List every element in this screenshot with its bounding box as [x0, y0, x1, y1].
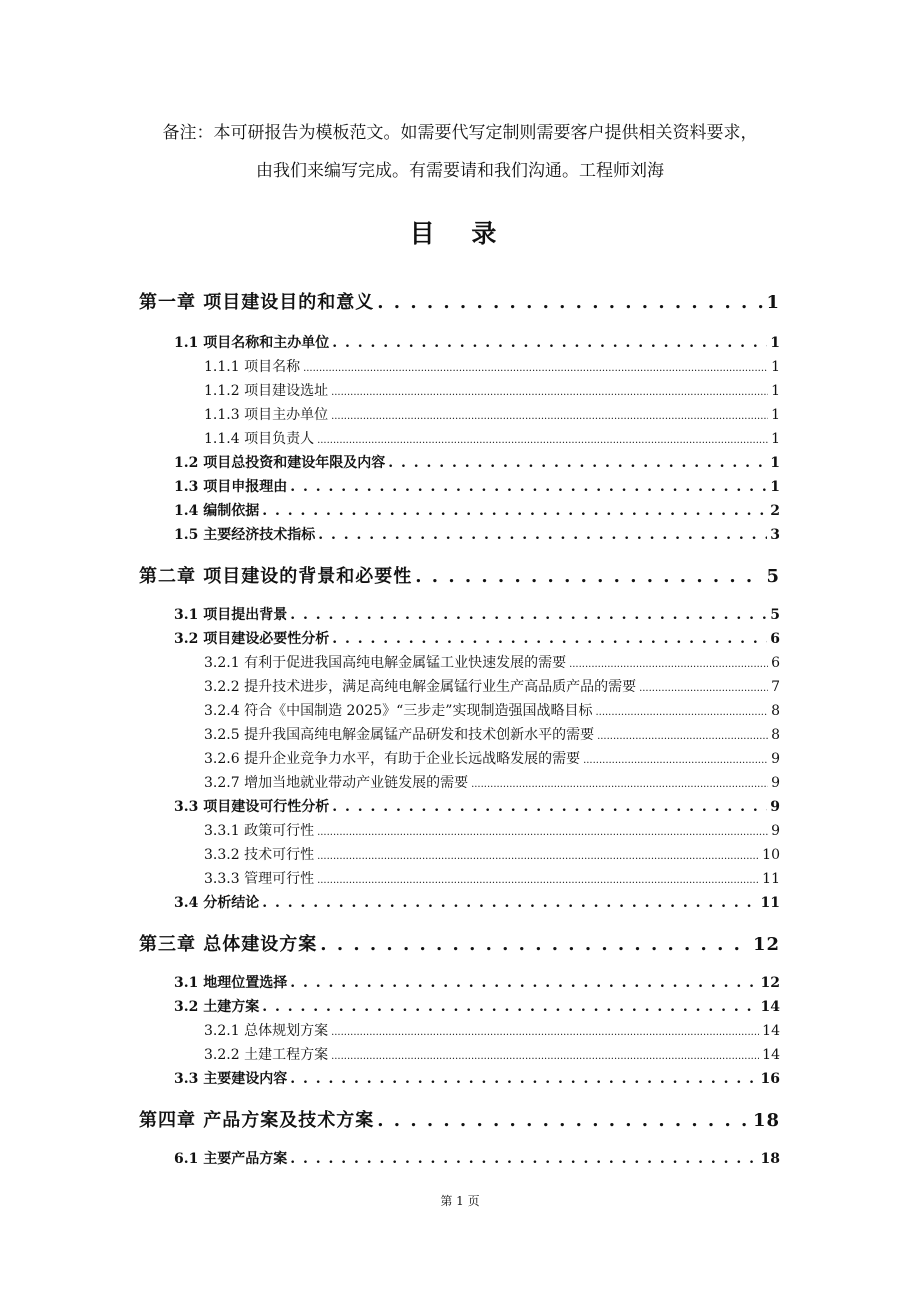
toc-leader-dots: [262, 895, 757, 911]
toc-entry-label: 3.2.1 有利于促进我国高纯电解金属锰工业快速发展的需要: [204, 655, 567, 671]
toc-entry-page: 1: [771, 431, 780, 447]
toc-entry-label: 3.2.6 提升企业竞争力水平，有助于企业长远战略发展的需要: [204, 751, 581, 767]
toc-entry-page: 1: [771, 359, 780, 375]
toc-leader-dots: [415, 566, 763, 587]
toc-entry-label: 1.1.2 项目建设选址: [204, 383, 329, 399]
toc-entry-level-3[interactable]: [204, 356, 780, 376]
toc-entry-page: 16: [760, 1071, 780, 1087]
toc-leader-dots: [262, 503, 767, 519]
toc-entry-level-3[interactable]: [204, 844, 780, 864]
toc-entry-label: 1.3 项目申报理由: [174, 479, 288, 495]
note-line-1: 备注：本可研报告为模板范文。如需要代写定制则需要客户提供相关资料要求，: [162, 123, 758, 143]
toc-leader-dots: [377, 292, 763, 313]
toc-leader-dots: [583, 751, 768, 767]
toc-entry-level-2[interactable]: [174, 524, 780, 544]
toc-entry-page: 8: [771, 727, 780, 743]
toc-entry-label: 第四章 产品方案及技术方案: [139, 1110, 375, 1131]
toc-entry-level-3[interactable]: [204, 820, 780, 840]
toc-leader-dots: [320, 934, 750, 955]
toc-leader-dots: [290, 479, 767, 495]
toc-leader-dots: [317, 847, 759, 863]
toc-entry-page: 3: [770, 527, 780, 543]
toc-entry-label: 1.2 项目总投资和建设年限及内容: [174, 455, 386, 471]
toc-leader-dots: [595, 703, 768, 719]
toc-leader-dots: [303, 359, 768, 375]
toc-leader-dots: [332, 631, 767, 647]
toc-entry-label: 3.3.2 技术可行性: [204, 847, 315, 863]
toc-entry-page: 6: [771, 655, 780, 671]
toc-entry-label: 3.3.3 管理可行性: [204, 871, 315, 887]
toc-entry-label: 3.1 地理位置选择: [174, 975, 288, 991]
toc-entry-label: 第三章 总体建设方案: [139, 934, 318, 955]
toc-leader-dots: [290, 607, 767, 623]
toc-entry-label: 6.1 主要产品方案: [174, 1151, 288, 1167]
toc-entry-level-2[interactable]: [174, 796, 780, 816]
toc-leader-dots: [569, 655, 768, 671]
toc-leader-dots: [597, 727, 768, 743]
toc-entry-label: 3.2 土建方案: [174, 999, 260, 1015]
note-line-2: 由我们来编写完成。有需要请和我们沟通。工程师刘海: [256, 161, 664, 181]
toc-entry-page: 11: [760, 895, 780, 911]
toc-entry-label: 1.1.4 项目负责人: [204, 431, 315, 447]
toc-leader-dots: [317, 431, 768, 447]
toc-entry-label: 3.3 项目建设可行性分析: [174, 799, 330, 815]
toc-entry-page: 1: [766, 292, 780, 313]
toc-leader-dots: [332, 335, 767, 351]
toc-leader-dots: [262, 999, 757, 1015]
toc-leader-dots: [331, 1047, 759, 1063]
toc-entry-label: 1.4 编制依据: [174, 503, 260, 519]
toc-entry-page: 12: [752, 934, 780, 955]
toc-entry-level-3[interactable]: [204, 652, 780, 672]
toc-entry-level-3[interactable]: [204, 428, 780, 448]
toc-title: 目 录: [409, 219, 511, 248]
toc-entry-label: 3.2.1 总体规划方案: [204, 1023, 329, 1039]
toc-entry-level-3[interactable]: [204, 380, 780, 400]
toc-entry-level-3[interactable]: [204, 700, 780, 720]
toc-leader-dots: [388, 455, 767, 471]
toc-leader-dots: [377, 1110, 750, 1131]
toc-entry-page: 18: [752, 1110, 780, 1131]
toc-entry-level-3[interactable]: [204, 748, 780, 768]
toc-entry-level-1[interactable]: [139, 930, 780, 956]
toc-entry-level-2[interactable]: [174, 452, 780, 472]
toc-entry-level-2[interactable]: [174, 972, 780, 992]
toc-leader-dots: [318, 527, 767, 543]
toc-leader-dots: [332, 799, 767, 815]
toc-entry-label: 3.3.1 政策可行性: [204, 823, 315, 839]
toc-entry-page: 11: [762, 871, 780, 887]
toc-entry-page: 9: [771, 775, 780, 791]
toc-entry-level-3[interactable]: [204, 772, 780, 792]
toc-entry-label: 3.2.2 土建工程方案: [204, 1047, 329, 1063]
toc-entry-level-2[interactable]: [174, 604, 780, 624]
toc-leader-dots: [317, 823, 768, 839]
toc-entry-level-2[interactable]: [174, 1068, 780, 1088]
toc-entry-page: 14: [760, 999, 780, 1015]
toc-entry-page: 9: [771, 823, 780, 839]
toc-entry-label: 3.3 主要建设内容: [174, 1071, 288, 1087]
toc-entry-label: 1.1.1 项目名称: [204, 359, 301, 375]
toc-entry-level-3[interactable]: [204, 868, 780, 888]
toc-entry-label: 3.1 项目提出背景: [174, 607, 288, 623]
toc-leader-dots: [331, 383, 768, 399]
toc-entry-level-1[interactable]: [139, 288, 780, 314]
toc-entry-level-2[interactable]: [174, 476, 780, 496]
toc-entry-page: 1: [770, 479, 780, 495]
toc-entry-page: 9: [770, 799, 780, 815]
toc-entry-label: 1.1.3 项目主办单位: [204, 407, 329, 423]
toc-entry-label: 3.2 项目建设必要性分析: [174, 631, 330, 647]
toc-entry-level-3[interactable]: [204, 404, 780, 424]
toc-entry-level-2[interactable]: [174, 628, 780, 648]
toc-entry-page: 1: [770, 335, 780, 351]
toc-entry-level-3[interactable]: [204, 1020, 780, 1040]
toc-entry-page: 8: [771, 703, 780, 719]
toc-entry-page: 6: [770, 631, 780, 647]
toc-entry-level-3[interactable]: [204, 724, 780, 744]
toc-entry-page: 1: [771, 407, 780, 423]
toc-entry-label: 3.2.5 提升我国高纯电解金属锰产品研发和技术创新水平的需要: [204, 727, 595, 743]
toc-entry-label: 3.4 分析结论: [174, 895, 260, 911]
toc-leader-dots: [290, 1151, 757, 1167]
toc-entry-level-2[interactable]: [174, 996, 780, 1016]
toc-leader-dots: [331, 407, 768, 423]
toc-entry-page: 5: [770, 607, 780, 623]
toc-entry-level-1[interactable]: [139, 1106, 780, 1132]
toc-entry-page: 14: [762, 1047, 780, 1063]
toc-entry-label: 1.1 项目名称和主办单位: [174, 335, 330, 351]
toc-entry-page: 5: [766, 566, 780, 587]
toc-entry-label: 第二章 项目建设的背景和必要性: [139, 566, 413, 587]
toc-entry-page: 14: [762, 1023, 780, 1039]
toc-entry-level-3[interactable]: [204, 1044, 780, 1064]
toc-leader-dots: [639, 679, 768, 695]
toc-entry-page: 1: [770, 455, 780, 471]
toc-entry-page: 10: [762, 847, 780, 863]
toc-leader-dots: [471, 775, 768, 791]
toc-entry-page: 2: [770, 503, 780, 519]
toc-entry-page: 18: [760, 1151, 780, 1167]
toc-leader-dots: [317, 871, 759, 887]
toc-entry-level-2[interactable]: [174, 332, 780, 352]
toc-entry-level-2[interactable]: [174, 1148, 780, 1168]
toc-entry-page: 7: [771, 679, 780, 695]
toc-entry-level-1[interactable]: [139, 562, 780, 588]
toc-entry-page: 9: [771, 751, 780, 767]
page-footer: 第 1 页: [440, 1194, 480, 1208]
toc-entry-level-2[interactable]: [174, 892, 780, 912]
toc-entry-page: 1: [771, 383, 780, 399]
toc-entry-page: 12: [760, 975, 780, 991]
toc-leader-dots: [290, 1071, 757, 1087]
toc-leader-dots: [331, 1023, 759, 1039]
toc-entry-level-2[interactable]: [174, 500, 780, 520]
toc-entry-label: 3.2.4 符合《中国制造 2025》“三步走”实现制造强国战略目标: [204, 703, 593, 719]
toc-entry-label: 第一章 项目建设目的和意义: [139, 292, 375, 313]
toc-entry-level-3[interactable]: [204, 676, 780, 696]
toc-entry-label: 1.5 主要经济技术指标: [174, 527, 316, 543]
toc-entry-label: 3.2.2 提升技术进步，满足高纯电解金属锰行业生产高品质产品的需要: [204, 679, 637, 695]
toc-entry-label: 3.2.7 增加当地就业带动产业链发展的需要: [204, 775, 469, 791]
toc-leader-dots: [290, 975, 757, 991]
